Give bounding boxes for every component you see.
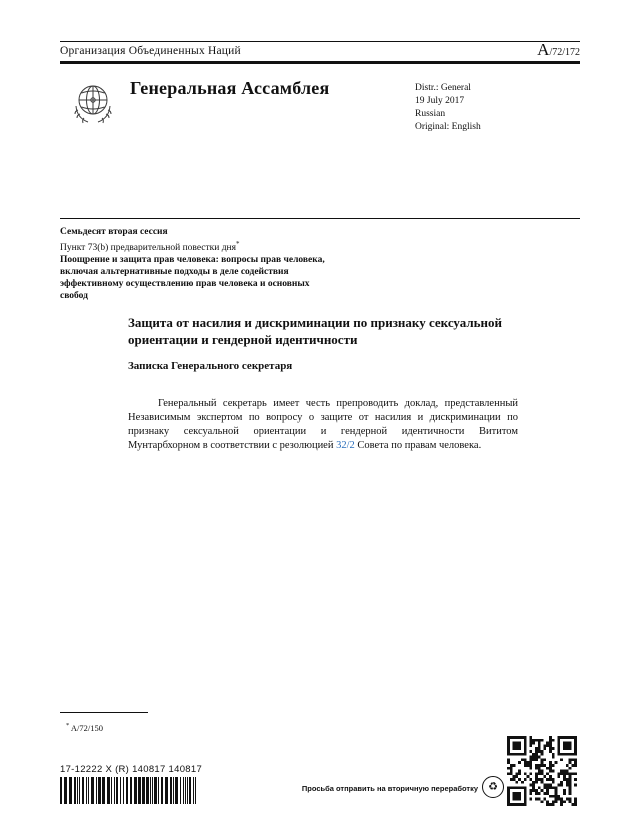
session-line: Семьдесят вторая сессия bbox=[60, 227, 168, 237]
footnote bbox=[66, 722, 103, 733]
original-line: Original: English bbox=[415, 122, 481, 132]
footnote-marker: * bbox=[236, 240, 240, 248]
footnote-rule bbox=[60, 712, 148, 713]
distr-line: Distr.: General bbox=[415, 83, 471, 93]
assembly-title: Генеральная Ассамблея bbox=[130, 78, 330, 98]
document-title: Защита от насилия и дискриминации по признаку сексуальной ориентации и гендерной идентичности bbox=[128, 315, 503, 347]
doc-symbol-letter: A bbox=[537, 40, 550, 59]
footnote-text: A/72/150 bbox=[69, 722, 104, 733]
document-code: 17-12222 X (R) 140817 140817 bbox=[60, 764, 203, 775]
qr-code bbox=[507, 736, 577, 806]
distribution-block bbox=[415, 82, 481, 134]
recycle-icon: ♻ bbox=[482, 776, 504, 798]
document-paragraph bbox=[128, 397, 518, 453]
mid-rule bbox=[60, 218, 580, 219]
top-thin-rule bbox=[60, 41, 580, 42]
date-line: 19 July 2017 bbox=[415, 96, 465, 106]
footnote-asterisk: * bbox=[66, 722, 70, 729]
resolution-link[interactable]: 32/2 bbox=[336, 439, 355, 451]
paragraph-text-after: Совета по правам человека. bbox=[354, 439, 482, 451]
agenda-item-line: Пункт 73(b) предварительной повестки дня* bbox=[60, 240, 240, 254]
doc-symbol-number: /72/172 bbox=[549, 47, 580, 58]
top-thick-rule bbox=[60, 61, 580, 64]
org-name: Организация Объединенных Наций bbox=[60, 45, 241, 57]
document-subtitle: Записка Генерального секретаря bbox=[128, 360, 293, 372]
recycle-instruction: Просьба отправить на вторичную переработку bbox=[301, 784, 478, 793]
agenda-title: Поощрение и защита прав человека: вопросы прав человека, включая альтернативные подходы в деле содействия эффективному осуществлению прав человека и основных свобод bbox=[60, 255, 325, 302]
language-line: Russian bbox=[415, 109, 446, 119]
paragraph-text-before: Генеральный секретарь имеет честь препроводить доклад, представленный Независимым экспертом по вопросу о защите от насилия и дискриминации по признаку сексуальной ориентации и гендерной идентичности Вититом Мунтарбхорном в соответствии с резолюцией bbox=[128, 397, 518, 451]
un-emblem-icon bbox=[66, 76, 120, 130]
doc-symbol bbox=[537, 40, 580, 60]
session-block bbox=[60, 226, 350, 302]
barcode bbox=[60, 777, 198, 804]
